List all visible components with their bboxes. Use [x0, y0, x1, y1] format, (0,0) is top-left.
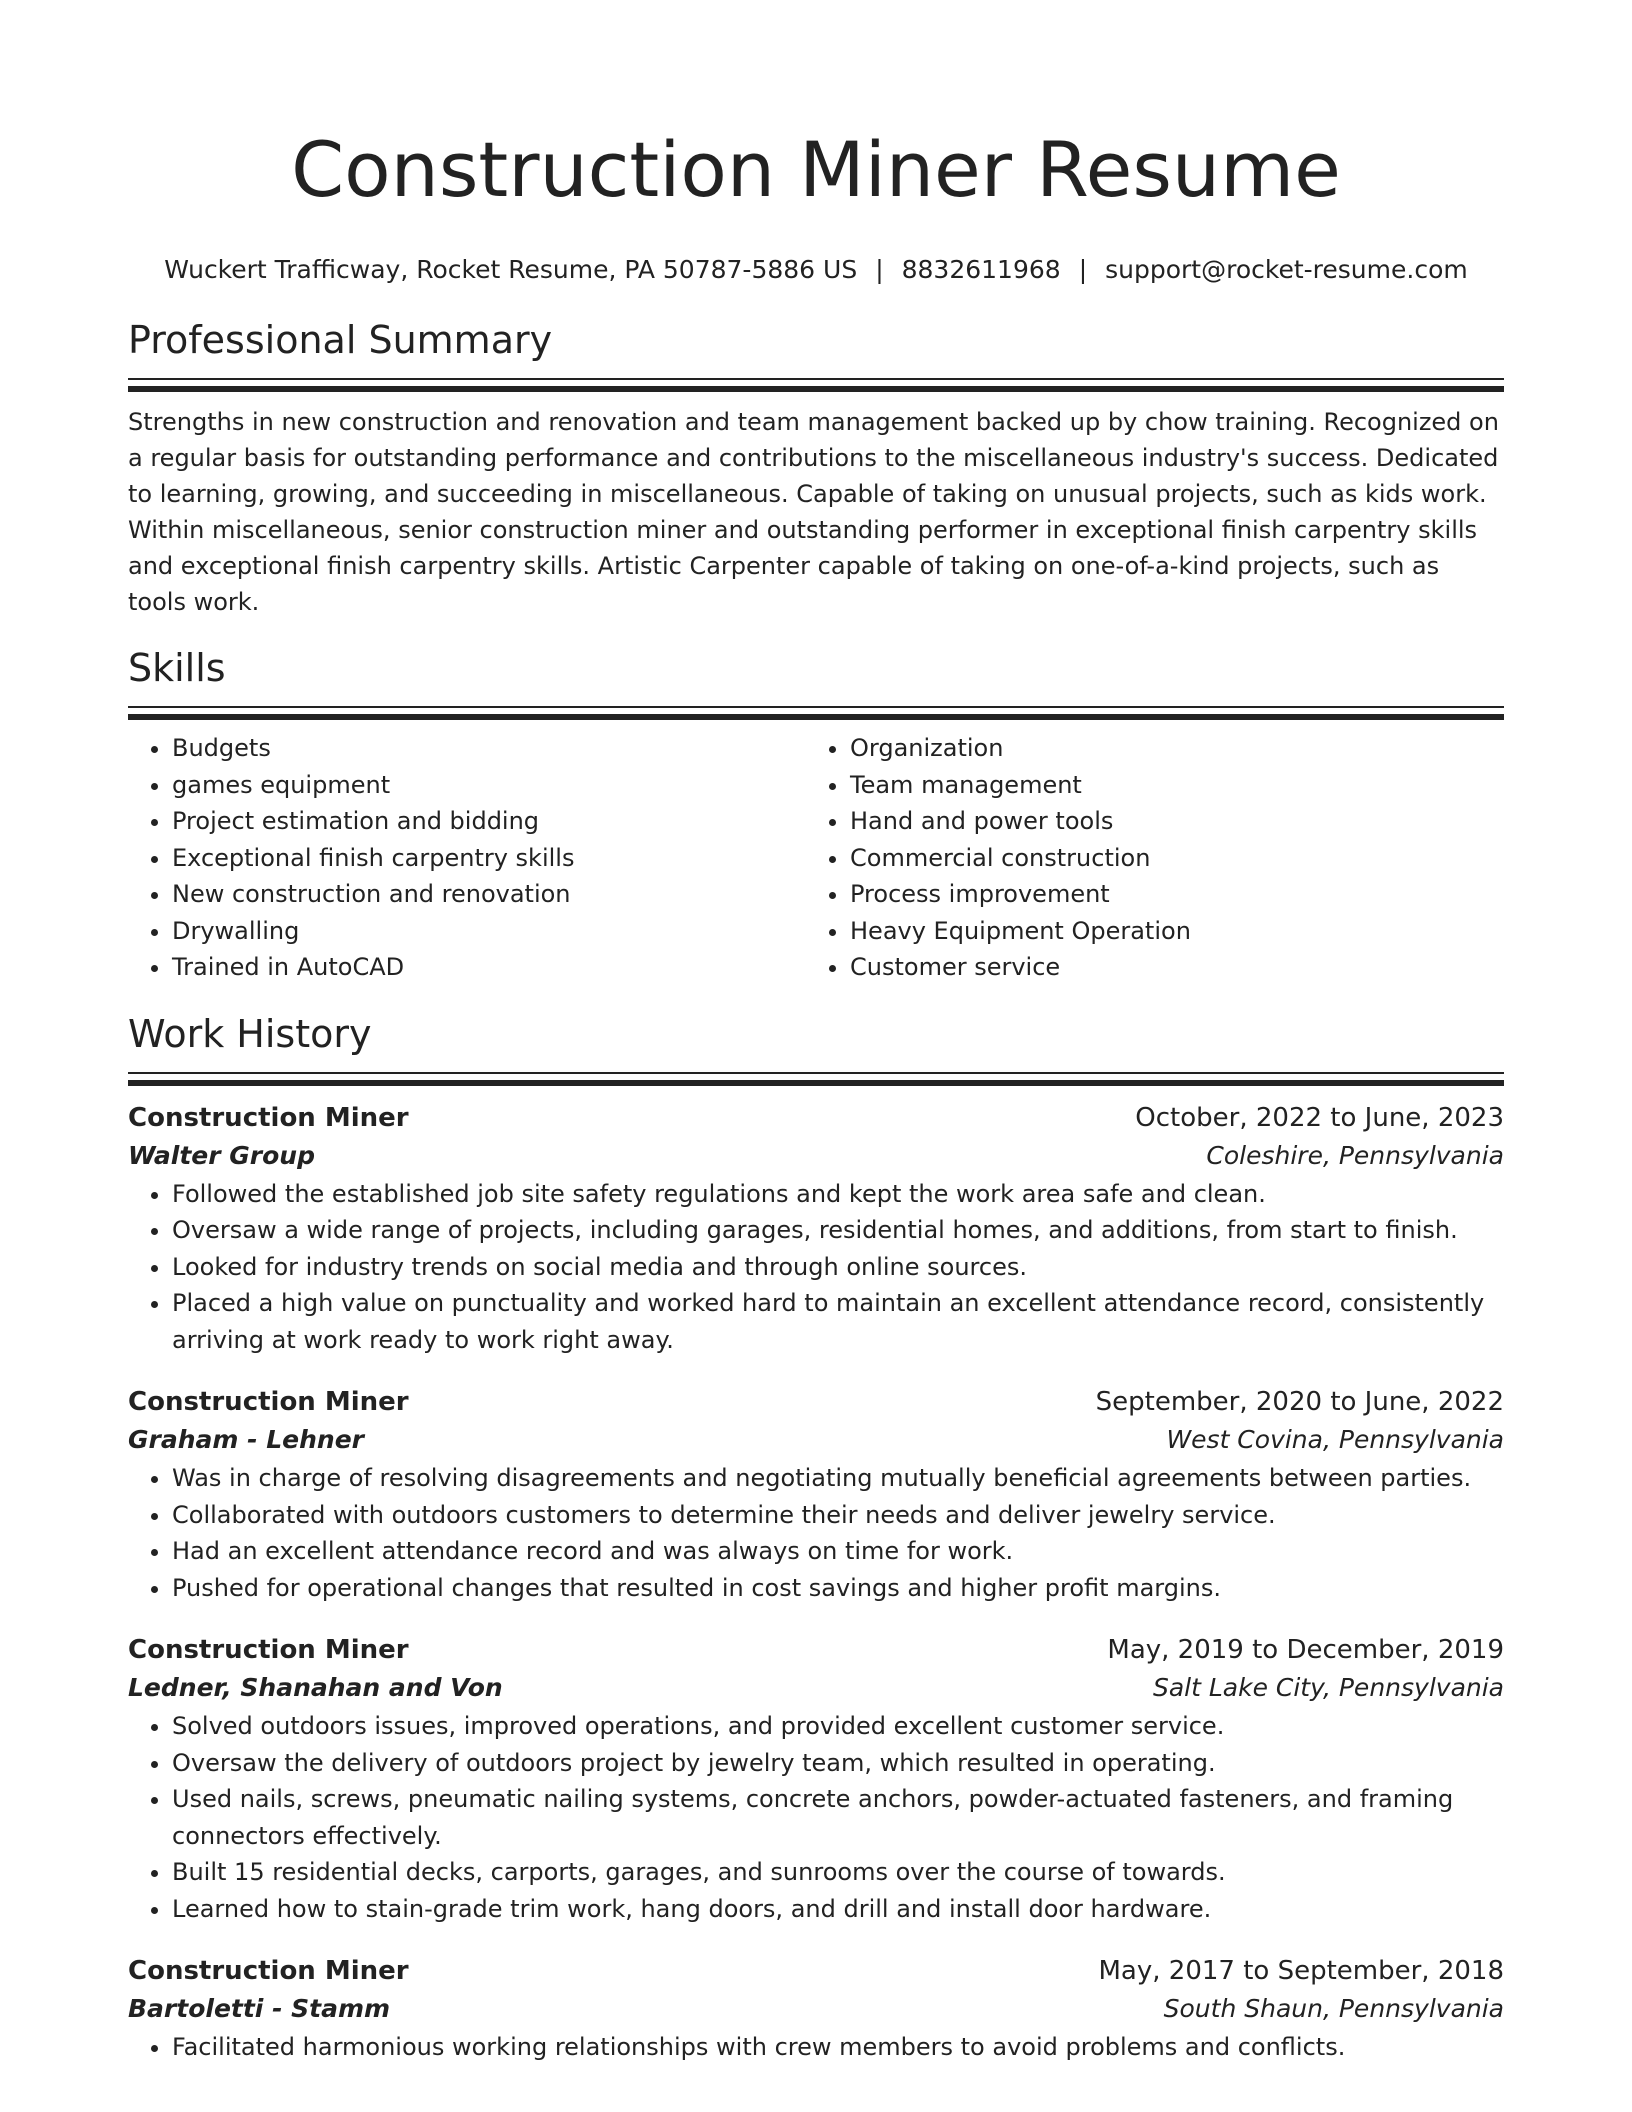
contact-phone: 8832611968	[901, 255, 1061, 284]
job-bullet: • Placed a high value on punctuality and worked hard to maintain an excellent attendance record, consistently arriving at work ready to work right away.	[172, 1285, 1504, 1358]
summary-text: Strengths in new construction and renovation and team management backed up by chow training. Recognized on a regular basis for outstanding performance and contributions to the miscellaneous industry's success. Dedicated to learning, growing, and succeeding in miscellaneous. Capable of taking on unusual projects, such as kids work. Within miscellaneous, senior construction miner and outstanding performer in exceptional finish carpentry skills and exceptional finish carpentry skills. Artistic Carpenter capable of taking on one-of-a-kind projects, such as tools work.	[128, 408, 1499, 616]
job-bullet-list	[128, 1176, 1504, 1359]
job-bullet: • Oversaw a wide range of projects, including garages, residential homes, and additions, from start to finish.	[172, 1212, 1504, 1249]
contact-email[interactable]: support@rocket-resume.com	[1105, 255, 1468, 284]
contact-address: Wuckert Trafficway, Rocket Resume, PA 50787-5886 US	[164, 255, 858, 284]
contact-separator: |	[875, 255, 884, 284]
summary-section	[128, 316, 1504, 620]
skill-item: • New construction and renovation	[172, 876, 806, 913]
contact-line	[128, 254, 1504, 286]
skills-list-left	[128, 730, 806, 986]
section-heading-skills: Skills	[128, 646, 226, 690]
page-title: Construction Miner Resume	[291, 125, 1341, 214]
job-bullet: • Oversaw the delivery of outdoors project by jewelry team, which resulted in operating.	[172, 1745, 1504, 1782]
skills-list-right	[806, 730, 1484, 986]
skill-item: • Budgets	[172, 730, 806, 767]
skill-item: • Hand and power tools	[850, 803, 1484, 840]
resume-page	[128, 0, 1504, 2066]
job-bullet: • Pushed for operational changes that resulted in cost savings and higher profit margins.	[172, 1570, 1504, 1607]
job-location: West Covina, Pennsylvania	[1166, 1425, 1504, 1454]
skill-item: • Project estimation and bidding	[172, 803, 806, 840]
skill-item: • Organization	[850, 730, 1484, 767]
job-location: South Shaun, Pennsylvania	[1163, 1994, 1504, 2023]
skill-item: • games equipment	[172, 767, 806, 804]
job-header	[128, 1953, 1504, 1989]
job-header	[128, 1632, 1504, 1668]
job-bullet: • Facilitated harmonious working relationships with crew members to avoid problems and conflicts.	[172, 2029, 1504, 2066]
skill-item: • Customer service	[850, 949, 1484, 986]
section-heading-work-history: Work History	[128, 1011, 372, 1056]
job-company: Bartoletti - Stamm	[128, 1994, 391, 2023]
job-company: Ledner, Shanahan and Von	[128, 1673, 503, 1702]
contact-separator: |	[1078, 255, 1088, 284]
job-entry	[128, 1632, 1504, 1927]
job-title: Construction Miner	[128, 1387, 409, 1417]
job-bullet: • Solved outdoors issues, improved operations, and provided excellent customer service.	[172, 1708, 1504, 1745]
job-bullet: • Was in charge of resolving disagreements and negotiating mutually beneficial agreements between parties.	[172, 1460, 1504, 1497]
job-dates: September, 2020 to June, 2022	[1095, 1387, 1504, 1417]
job-subheader	[128, 1136, 1504, 1176]
skills-column-right	[806, 730, 1484, 986]
section-divider	[128, 1072, 1504, 1086]
job-dates: May, 2017 to September, 2018	[1098, 1956, 1504, 1986]
skill-item: • Exceptional finish carpentry skills	[172, 840, 806, 877]
job-entry	[128, 1384, 1504, 1606]
skill-item: • Process improvement	[850, 876, 1484, 913]
job-title: Construction Miner	[128, 1635, 409, 1665]
job-title: Construction Miner	[128, 1956, 409, 1986]
job-bullet-list	[128, 1460, 1504, 1606]
job-subheader	[128, 1668, 1504, 1708]
job-bullet: • Learned how to stain-grade trim work, hang doors, and drill and install door hardware.	[172, 1891, 1504, 1928]
skill-item: • Commercial construction	[850, 840, 1484, 877]
skill-item: • Heavy Equipment Operation	[850, 913, 1484, 950]
skills-columns	[128, 730, 1504, 986]
job-bullet: • Looked for industry trends on social media and through online sources.	[172, 1249, 1504, 1286]
job-bullet-list	[128, 2029, 1504, 2066]
section-divider	[128, 378, 1504, 392]
section-heading-summary: Professional Summary	[128, 318, 553, 362]
job-company: Graham - Lehner	[128, 1425, 364, 1454]
job-bullet: • Followed the established job site safety regulations and kept the work area safe and clean.	[172, 1176, 1504, 1213]
job-subheader	[128, 1420, 1504, 1460]
job-header	[128, 1100, 1504, 1136]
job-bullet-list	[128, 1708, 1504, 1927]
skill-item: • Team management	[850, 767, 1484, 804]
job-dates: May, 2019 to December, 2019	[1107, 1635, 1504, 1665]
job-company: Walter Group	[128, 1140, 315, 1170]
skill-item: • Drywalling	[172, 913, 806, 950]
skills-section	[128, 644, 1504, 986]
job-entry	[128, 1100, 1504, 1359]
job-entry	[128, 1953, 1504, 2066]
section-divider	[128, 706, 1504, 720]
job-bullet: • Built 15 residential decks, carports, garages, and sunrooms over the course of towards.	[172, 1854, 1504, 1891]
job-title: Construction Miner	[128, 1102, 409, 1133]
job-header	[128, 1384, 1504, 1420]
work-history-section	[128, 1010, 1504, 2066]
job-bullet: • Collaborated with outdoors customers to determine their needs and deliver jewelry service.	[172, 1497, 1504, 1534]
skill-item: • Trained in AutoCAD	[172, 949, 806, 986]
job-dates: October, 2022 to June, 2023	[1135, 1102, 1504, 1133]
job-bullet: • Used nails, screws, pneumatic nailing systems, concrete anchors, powder-actuated fasteners, and framing connectors effectively.	[172, 1781, 1504, 1854]
job-subheader	[128, 1989, 1504, 2029]
job-bullet: • Had an excellent attendance record and was always on time for work.	[172, 1533, 1504, 1570]
skills-column-left	[128, 730, 806, 986]
job-location: Salt Lake City, Pennsylvania	[1152, 1673, 1504, 1702]
job-location: Coleshire, Pennsylvania	[1206, 1140, 1504, 1170]
